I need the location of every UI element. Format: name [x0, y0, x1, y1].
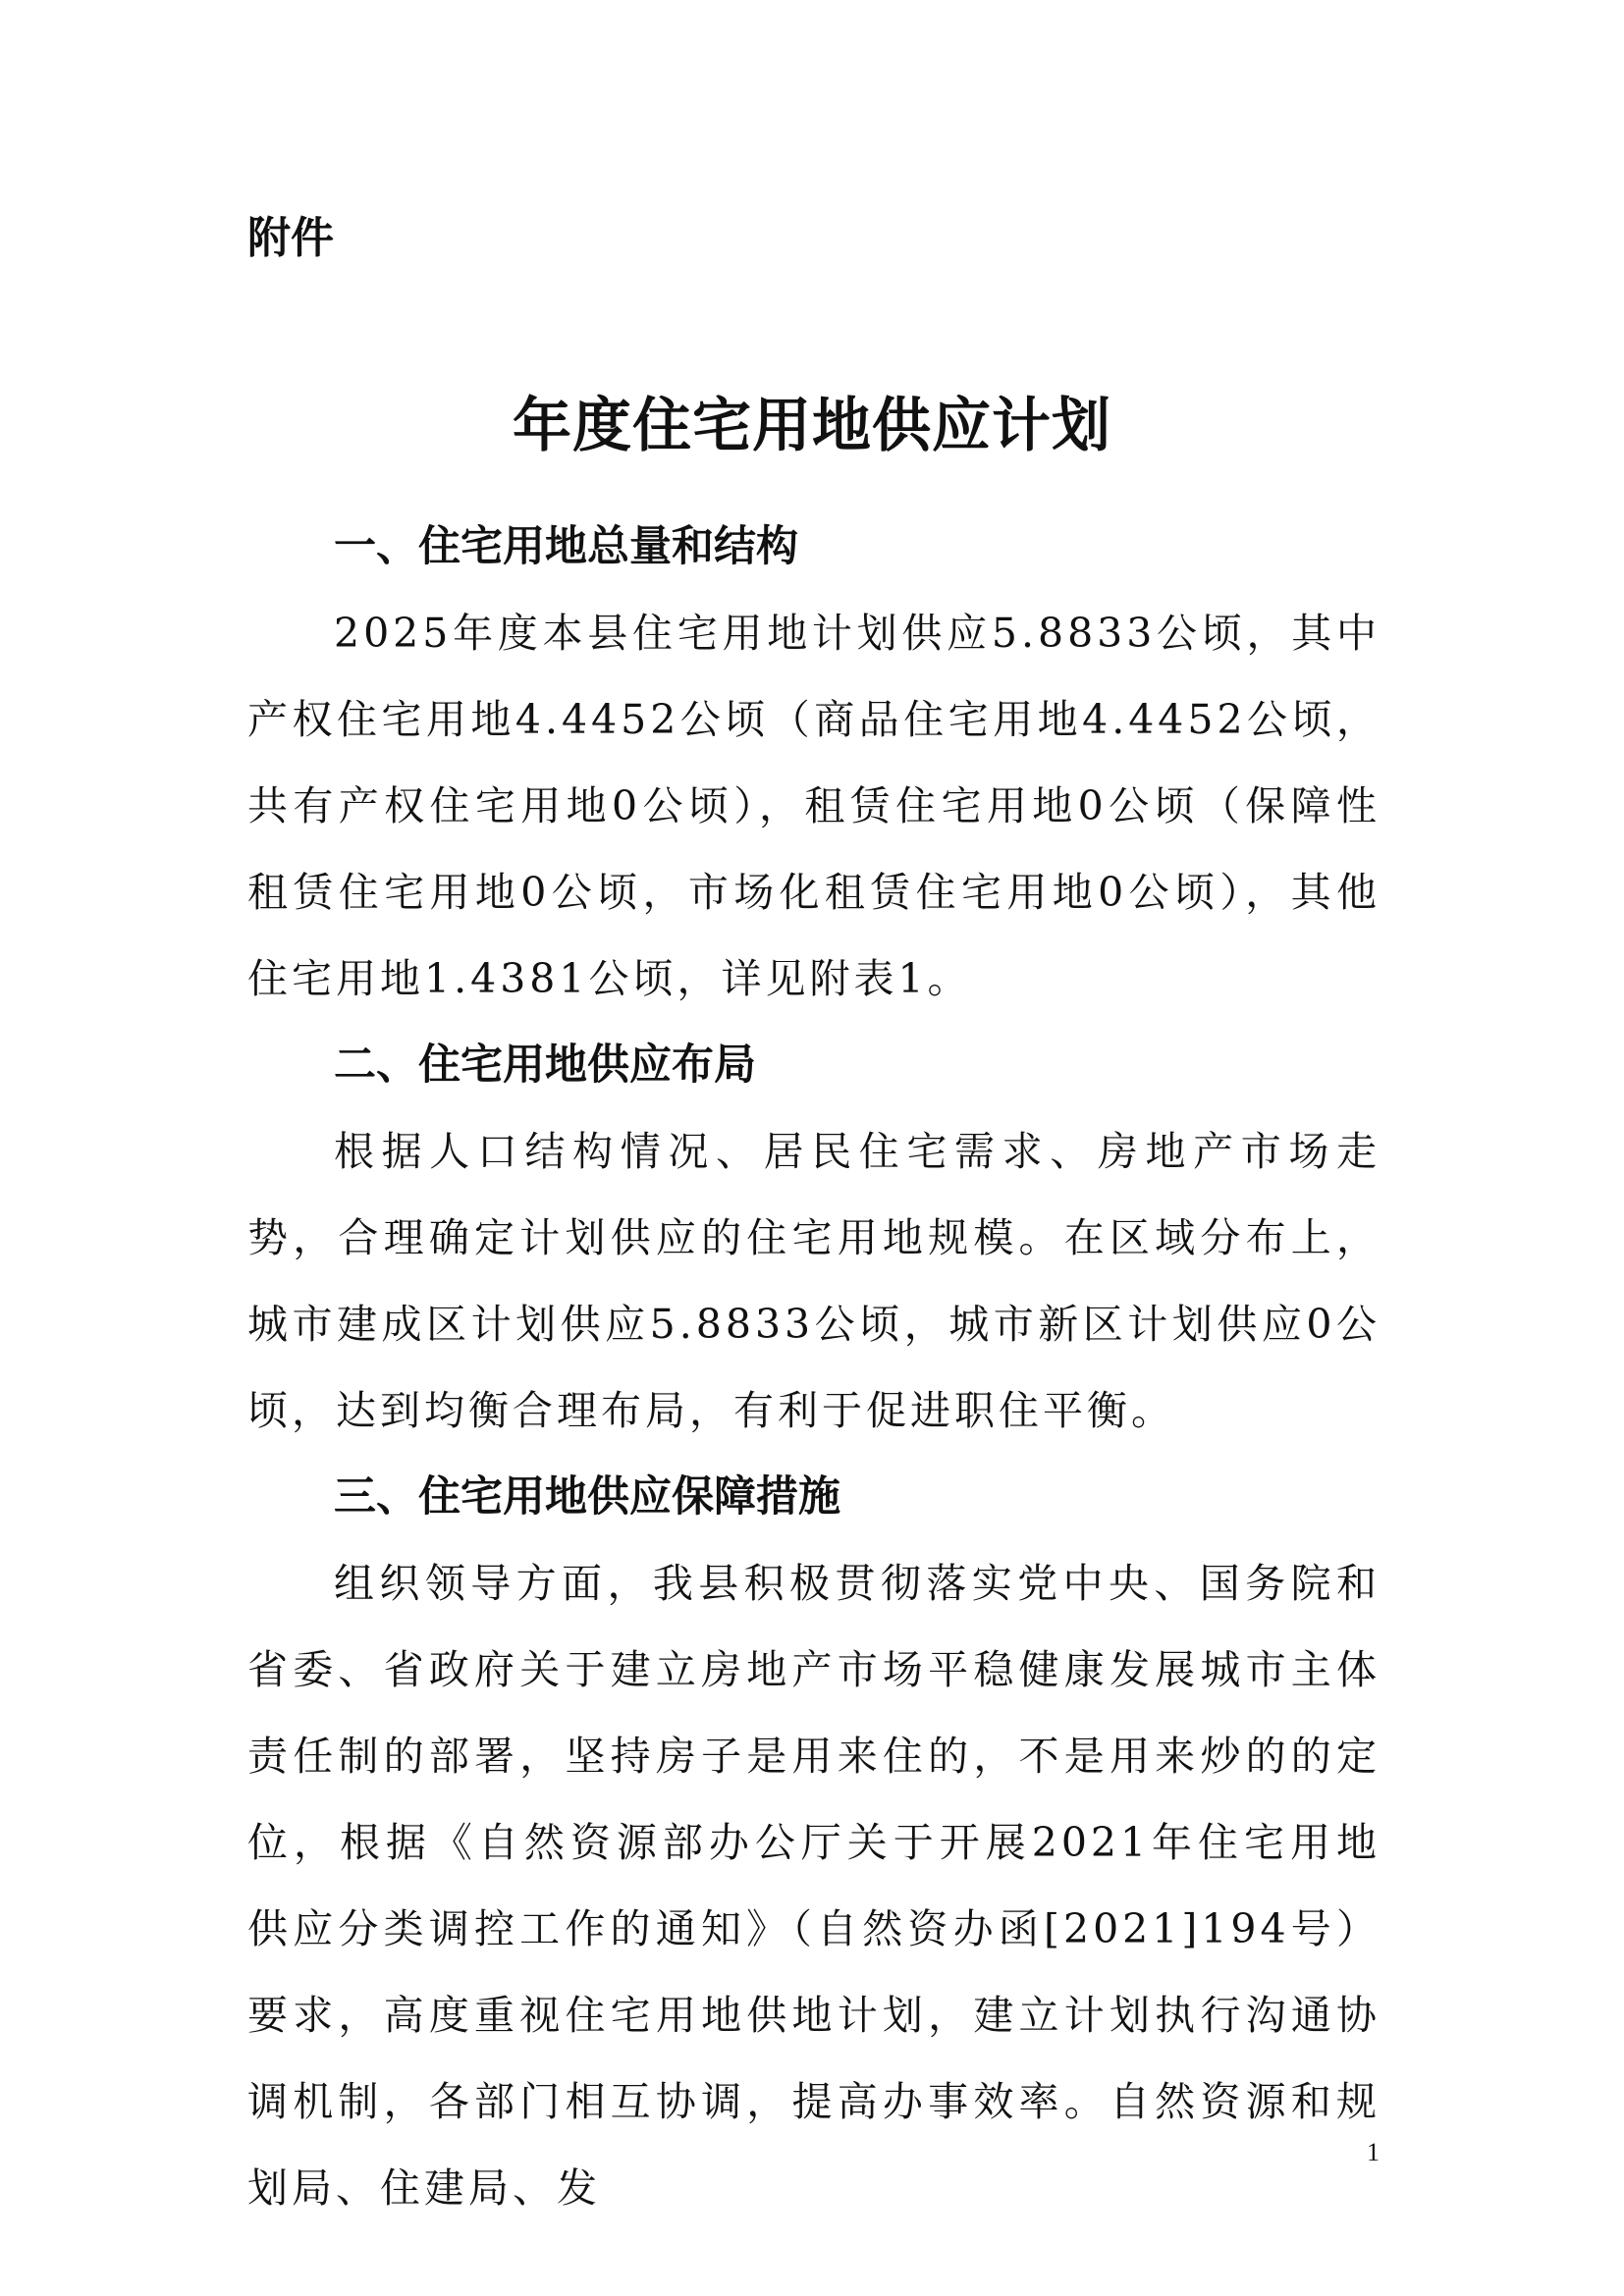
document-title: 年度住宅用地供应计划 [513, 392, 1111, 460]
page-number: 1 [1367, 2138, 1380, 2166]
section-heading-total-and-structure: 一、住宅用地总量和结构 [334, 522, 798, 571]
section-heading-safeguard-measures: 三、住宅用地供应保障措施 [334, 1472, 840, 1522]
section-paragraph-supply-layout: 根据人口结构情况、居民住宅需求、房地产市场走势，合理确定计划供应的住宅用地规模。在区域分布上，城市建成区计划供应5.8833公顷，城市新区计划供应0公顷，达到均衡合理布局，有利于促进职住平衡。 [247, 1128, 1380, 1434]
section-paragraph-safeguard-measures: 组织领导方面，我县积极贯彻落实党中央、国务院和省委、省政府关于建立房地产市场平稳健康发展城市主体责任制的部署，坚持房子是用来住的，不是用来炒的的定位，根据《自然资源部办公厅关于开展2021年住宅用地供应分类调控工作的通知》（自然资办函[2021]194号）要求，高度重视住宅用地供地计划，建立计划执行沟通协调机制，各部门相互协调，提高办事效率。自然资源和规划局、住建局、发 [247, 1560, 1380, 2212]
document-body [247, 504, 1380, 2231]
section-heading-supply-layout: 二、住宅用地供应布局 [334, 1041, 756, 1090]
section-paragraph-total-and-structure: 2025年度本县住宅用地计划供应5.8833公顷，其中产权住宅用地4.4452公顷（商品住宅用地4.4452公顷，共有产权住宅用地0公顷），租赁住宅用地0公顷（保障性租赁住宅用地0公顷，市场化租赁住宅用地0公顷），其他住宅用地1.4381公顷，详见附表1。 [247, 610, 1380, 1002]
attachment-label: 附件 [247, 213, 334, 263]
